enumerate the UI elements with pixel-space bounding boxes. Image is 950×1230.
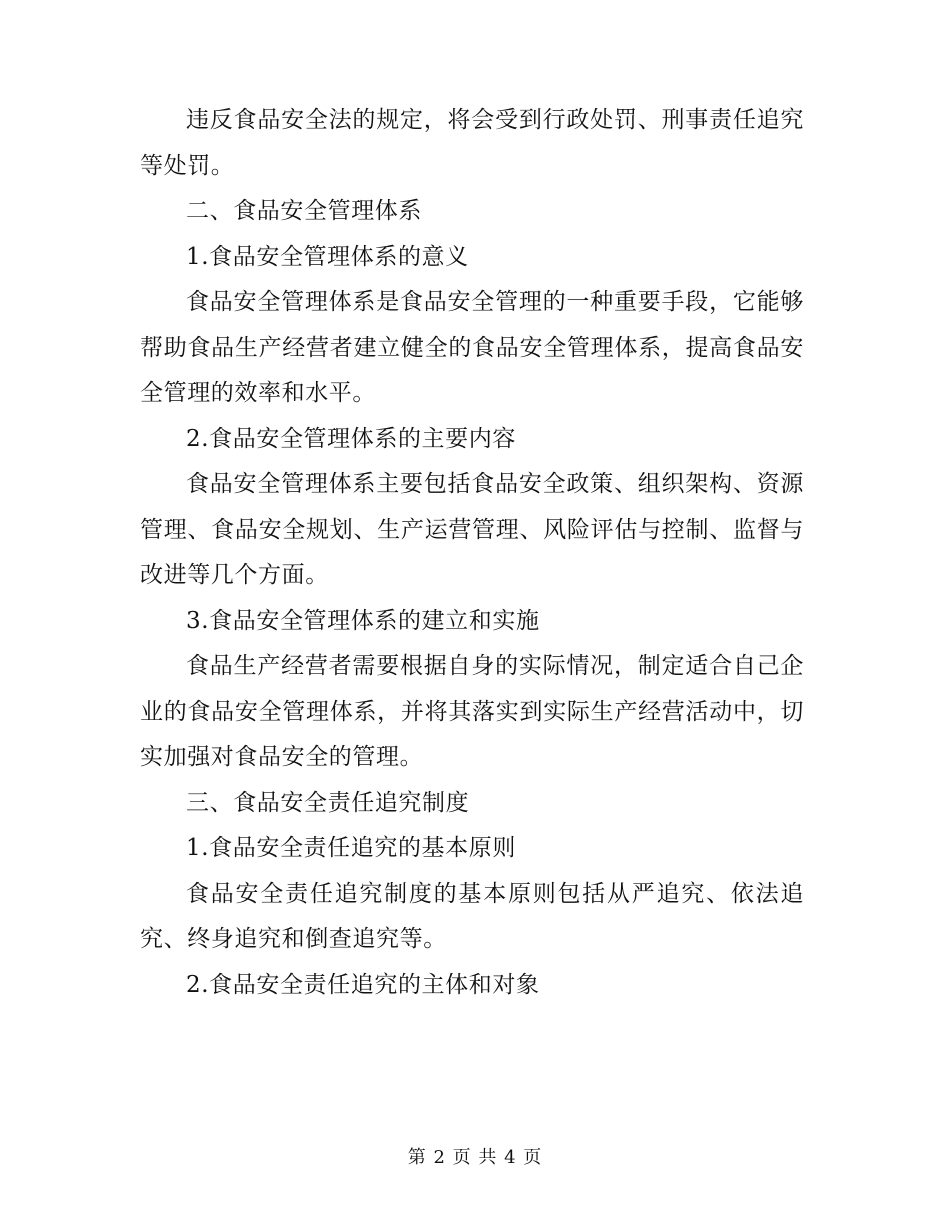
paragraph-system-implementation: 食品生产经营者需要根据自身的实际情况，制定适合自己企业的食品安全管理体系，并将其落实到实际生产经营活动中，切实加强对食品安全的管理。	[140, 653, 804, 770]
paragraph-penalty: 违反食品安全法的规定，将会受到行政处罚、刑事责任追究等处罚。	[140, 107, 804, 179]
document-body	[140, 98, 804, 1008]
section-heading-accountability: 三、食品安全责任追究制度	[186, 789, 470, 816]
paragraph-accountability-principles: 食品安全责任追究制度的基本原则包括从严追究、依法追究、终身追究和倒查追究等。	[140, 880, 804, 952]
subheading-system-contents: 2.食品安全管理体系的主要内容	[186, 425, 516, 452]
paragraph-system-significance: 食品安全管理体系是食品安全管理的一种重要手段，它能够帮助食品生产经营者建立健全的食品安全管理体系，提高食品安全管理的效率和水平。	[140, 289, 804, 406]
page-number-footer: 第 2 页 共 4 页	[407, 1147, 543, 1168]
section-heading-management-system: 二、食品安全管理体系	[186, 198, 422, 224]
paragraph-system-contents: 食品安全管理体系主要包括食品安全政策、组织架构、资源管理、食品安全规划、生产运营管理、风险评估与控制、监督与改进等几个方面。	[140, 471, 804, 588]
subheading-accountability-subjects: 2.食品安全责任追究的主体和对象	[186, 971, 540, 998]
subheading-system-implementation: 3.食品安全管理体系的建立和实施	[186, 607, 540, 634]
subheading-system-significance: 1.食品安全管理体系的意义	[186, 243, 469, 270]
subheading-accountability-principles: 1.食品安全责任追究的基本原则	[186, 835, 516, 861]
